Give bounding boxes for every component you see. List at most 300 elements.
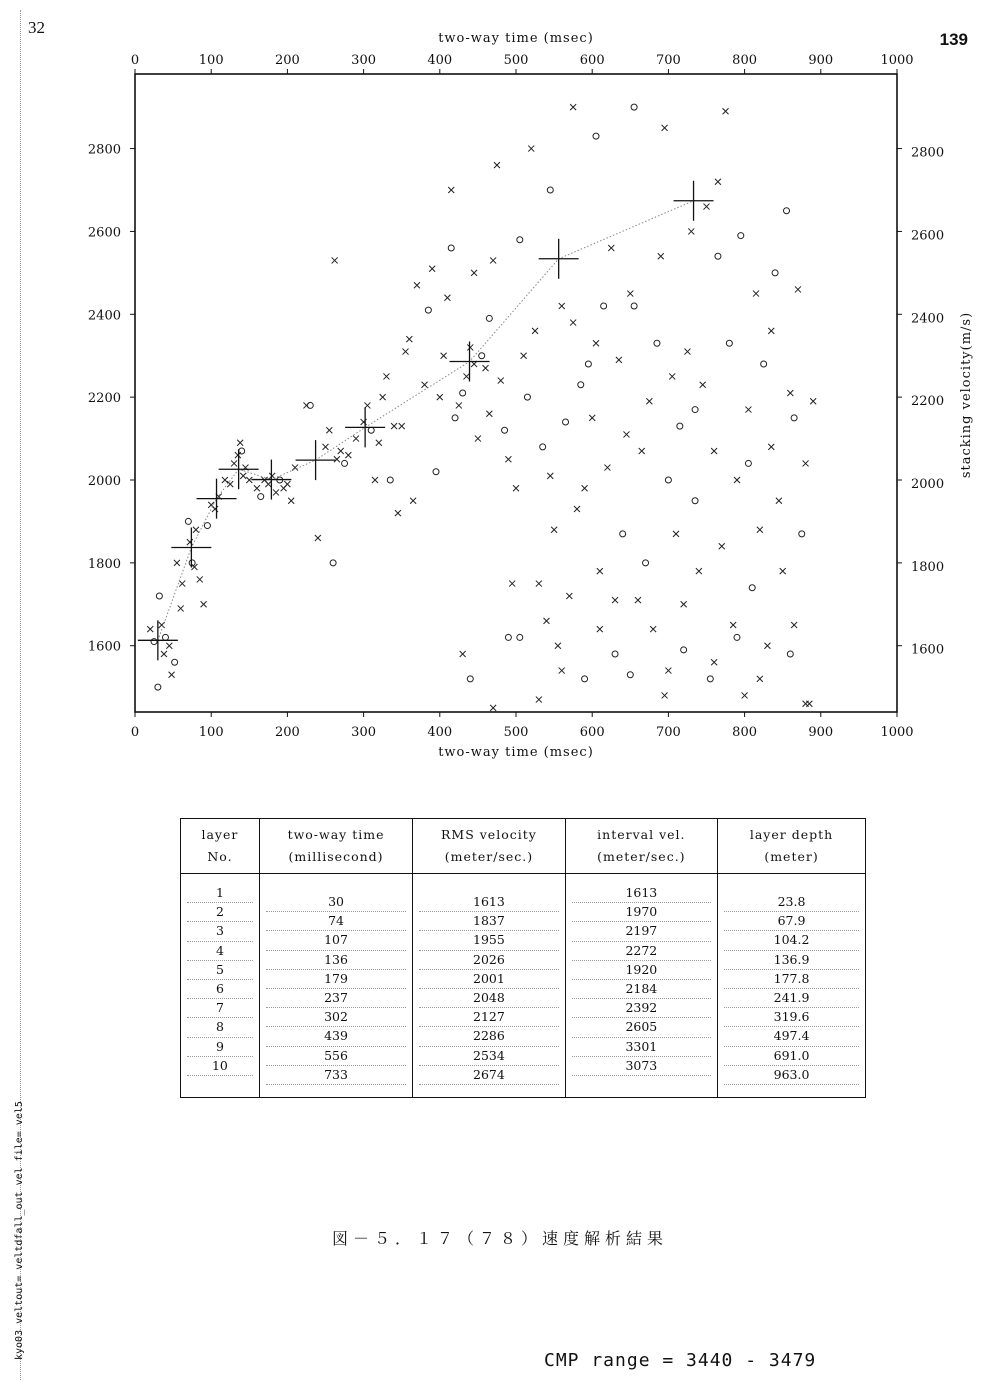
point-cross <box>757 527 763 533</box>
point-circle <box>734 634 740 640</box>
x-tick-label-bottom: 500 <box>503 725 529 740</box>
point-cross <box>383 373 389 379</box>
x-tick-label-bottom: 1000 <box>880 725 914 740</box>
point-cross <box>174 560 180 566</box>
point-cross <box>422 382 428 388</box>
column-rms-velocity <box>413 874 565 1098</box>
point-cross <box>612 597 618 603</box>
interval-vel-cell: 3301 <box>572 1038 711 1057</box>
header-two-way-time: two-way time (millisecond) <box>259 819 412 874</box>
y-tick-label-right: 2800 <box>911 145 945 161</box>
point-cross <box>635 597 641 603</box>
point-cross <box>639 448 645 454</box>
point-cross <box>745 407 751 413</box>
point-cross <box>555 643 561 649</box>
layer-depth-cell: 963.0 <box>724 1066 859 1085</box>
point-circle <box>582 676 588 682</box>
layer-depth-cell: 497.4 <box>724 1027 859 1046</box>
picked-velocity-marker <box>251 460 291 500</box>
x-tick-label-top: 600 <box>579 53 605 68</box>
y-tick-label-left: 1800 <box>87 556 121 572</box>
layer-no-cell: 6 <box>187 980 253 999</box>
interval-vel-cell: 1970 <box>572 903 711 922</box>
interval-vel-cell: 2197 <box>572 922 711 941</box>
point-cross <box>490 705 496 711</box>
point-circle <box>162 634 168 640</box>
y-tick-label-left: 1600 <box>87 639 121 655</box>
interval-vel-cell: 2184 <box>572 980 711 999</box>
picked-velocity-marker <box>539 239 579 279</box>
cmp-range: CMP range = 3440 - 3479 <box>544 1350 817 1371</box>
point-cross <box>315 535 321 541</box>
point-circle <box>204 523 210 529</box>
column-interval-vel <box>565 874 717 1098</box>
point-circle <box>156 593 162 599</box>
point-cross <box>391 423 397 429</box>
x-tick-label-top: 300 <box>351 53 377 68</box>
point-circle <box>681 647 687 653</box>
semblance-points <box>147 104 816 711</box>
point-cross <box>494 162 500 168</box>
point-cross <box>711 448 717 454</box>
point-circle <box>601 303 607 309</box>
two-way-time-cell: 136 <box>266 951 406 970</box>
rms-velocity-cell: 2674 <box>419 1066 558 1085</box>
point-cross <box>570 320 576 326</box>
point-cross <box>593 340 599 346</box>
point-cross <box>597 568 603 574</box>
x-tick-label-bottom: 900 <box>808 725 834 740</box>
point-circle <box>654 340 660 346</box>
point-cross <box>673 531 679 537</box>
point-circle <box>524 394 530 400</box>
x-axis-title-bottom: two-way time (msec) <box>438 745 594 760</box>
two-way-time-cell: 107 <box>266 931 406 950</box>
point-cross <box>559 668 565 674</box>
point-cross <box>768 328 774 334</box>
point-cross <box>467 344 473 350</box>
point-cross <box>237 440 243 446</box>
point-cross <box>570 104 576 110</box>
point-cross <box>323 444 329 450</box>
y-axis-right <box>897 146 944 658</box>
rms-velocity-cell: 2001 <box>419 970 558 989</box>
point-cross <box>406 336 412 342</box>
point-cross <box>231 460 237 466</box>
x-tick-label-bottom: 100 <box>198 725 224 740</box>
point-cross <box>566 593 572 599</box>
header-layer-depth: layer depth (meter) <box>718 819 866 874</box>
point-cross <box>723 108 729 114</box>
x-tick-label-bottom: 0 <box>130 725 140 740</box>
point-circle <box>563 419 569 425</box>
layer-no-cell: 2 <box>187 903 253 922</box>
point-cross <box>448 187 454 193</box>
picked-velocity-marker <box>345 407 385 447</box>
rms-velocity-cell: 2048 <box>419 989 558 1008</box>
x-tick-label-top: 400 <box>427 53 453 68</box>
point-cross <box>483 365 489 371</box>
layer-no-cell: 5 <box>187 961 253 980</box>
point-cross <box>265 481 271 487</box>
point-cross <box>429 266 435 272</box>
point-circle <box>155 684 161 690</box>
x-tick-label-bottom: 400 <box>427 725 453 740</box>
two-way-time-cell: 74 <box>266 912 406 931</box>
point-cross <box>768 444 774 450</box>
y-tick-label-right: 1800 <box>911 559 945 575</box>
point-cross <box>753 291 759 297</box>
point-cross <box>658 253 664 259</box>
point-cross <box>437 394 443 400</box>
y-tick-label-left: 2000 <box>87 474 121 489</box>
point-cross <box>780 568 786 574</box>
point-cross <box>460 651 466 657</box>
point-cross <box>711 659 717 665</box>
point-cross <box>475 436 481 442</box>
point-cross <box>193 527 199 533</box>
point-cross <box>795 286 801 292</box>
point-cross <box>623 431 629 437</box>
point-cross <box>715 179 721 185</box>
page-number-right: 139 <box>939 30 968 49</box>
point-circle <box>433 469 439 475</box>
point-circle <box>665 477 671 483</box>
layer-depth-cell: 319.6 <box>724 1008 859 1027</box>
point-cross <box>178 605 184 611</box>
point-cross <box>292 465 298 471</box>
point-circle <box>467 676 473 682</box>
point-cross <box>810 398 816 404</box>
point-cross <box>334 456 340 462</box>
interval-vel-cell: 3073 <box>572 1057 711 1076</box>
point-circle <box>460 390 466 396</box>
point-cross <box>395 510 401 516</box>
point-cross <box>288 498 294 504</box>
column-two-way-time <box>259 874 412 1098</box>
point-circle <box>151 639 157 645</box>
point-circle <box>585 361 591 367</box>
y-tick-label-right: 2400 <box>911 311 945 327</box>
point-circle <box>307 402 313 408</box>
x-tick-label-top: 100 <box>198 53 224 68</box>
point-cross <box>338 448 344 454</box>
point-circle <box>486 315 492 321</box>
rms-velocity-cell: 2286 <box>419 1027 558 1046</box>
point-cross <box>332 257 338 263</box>
layer-no-cell: 8 <box>187 1018 253 1037</box>
point-circle <box>239 448 245 454</box>
point-circle <box>791 415 797 421</box>
point-circle <box>772 270 778 276</box>
point-cross <box>463 373 469 379</box>
point-cross <box>547 473 553 479</box>
point-circle <box>726 340 732 346</box>
point-circle <box>631 104 637 110</box>
two-way-time-cell: 302 <box>266 1008 406 1027</box>
point-cross <box>684 349 690 355</box>
plot-frame <box>135 74 897 712</box>
x-axis-bottom <box>131 712 914 740</box>
y-tick-label-right: 1600 <box>911 642 945 658</box>
interval-vel-cell: 1920 <box>572 961 711 980</box>
y-tick-label-left: 2800 <box>87 142 121 158</box>
two-way-time-cell: 439 <box>266 1027 406 1046</box>
header-interval-vel: interval vel. (meter/sec.) <box>565 819 717 874</box>
picked-velocity-marker <box>219 449 259 489</box>
page-number-left: 32 <box>28 18 45 37</box>
point-circle <box>448 245 454 251</box>
point-circle <box>330 560 336 566</box>
two-way-time-cell: 733 <box>266 1066 406 1085</box>
layer-depth-cell: 104.2 <box>724 931 859 950</box>
point-cross <box>665 668 671 674</box>
interval-vel-cell: 2392 <box>572 999 711 1018</box>
two-way-time-cell: 30 <box>266 893 406 912</box>
picked-velocity-marker <box>674 181 714 221</box>
point-cross <box>536 697 542 703</box>
layer-depth-cell: 67.9 <box>724 912 859 931</box>
layer-depth-cell: 136.9 <box>724 951 859 970</box>
point-cross <box>179 581 185 587</box>
point-circle <box>692 498 698 504</box>
layer-no-cell: 9 <box>187 1038 253 1057</box>
x-tick-label-bottom: 200 <box>274 725 300 740</box>
point-circle <box>715 253 721 259</box>
point-cross <box>521 353 527 359</box>
x-tick-label-bottom: 300 <box>351 725 377 740</box>
two-way-time-cell: 556 <box>266 1047 406 1066</box>
layer-no-cell: 7 <box>187 999 253 1018</box>
point-cross <box>528 146 534 152</box>
figure-caption: 図－５．１７（７８）速度解析結果 <box>331 1229 668 1248</box>
interval-vel-cell: 2605 <box>572 1018 711 1037</box>
point-circle <box>479 353 485 359</box>
point-cross <box>574 506 580 512</box>
point-cross <box>662 125 668 131</box>
point-cross <box>719 543 725 549</box>
point-circle <box>172 659 178 665</box>
picked-velocity-marker <box>138 620 178 660</box>
rms-velocity-cell: 2127 <box>419 1008 558 1027</box>
layer-no-cell: 3 <box>187 922 253 941</box>
point-cross <box>380 394 386 400</box>
point-circle <box>787 651 793 657</box>
point-cross <box>764 643 770 649</box>
point-cross <box>589 415 595 421</box>
layer-depth-cell: 23.8 <box>724 893 859 912</box>
layer-no-cell: 4 <box>187 942 253 961</box>
point-cross <box>803 460 809 466</box>
point-cross <box>776 498 782 504</box>
point-cross <box>688 228 694 234</box>
point-cross <box>582 485 588 491</box>
point-circle <box>738 233 744 239</box>
rms-velocity-cell: 2026 <box>419 951 558 970</box>
point-circle <box>517 237 523 243</box>
x-tick-label-top: 700 <box>655 53 681 68</box>
interval-vel-cell: 1613 <box>572 884 711 903</box>
point-cross <box>227 481 233 487</box>
point-cross <box>410 498 416 504</box>
side-note: kyo03 veltout= veltdfall_out vel file= vel5 <box>14 1101 25 1360</box>
point-circle <box>745 460 751 466</box>
point-cross <box>559 303 565 309</box>
point-cross <box>376 440 382 446</box>
point-cross <box>414 282 420 288</box>
point-cross <box>742 692 748 698</box>
point-cross <box>696 568 702 574</box>
layer-depth-cell: 177.8 <box>724 970 859 989</box>
picked-velocity-series <box>138 181 714 661</box>
y-tick-label-left: 2600 <box>87 225 121 241</box>
point-circle <box>631 303 637 309</box>
point-cross <box>326 427 332 433</box>
point-cross <box>669 373 675 379</box>
x-tick-label-top: 200 <box>274 53 300 68</box>
point-circle <box>452 415 458 421</box>
point-circle <box>692 407 698 413</box>
point-cross <box>456 402 462 408</box>
point-circle <box>627 672 633 678</box>
point-cross <box>791 622 797 628</box>
point-cross <box>787 390 793 396</box>
point-circle <box>342 460 348 466</box>
point-cross <box>700 382 706 388</box>
point-circle <box>707 676 713 682</box>
y-tick-label-left: 2200 <box>87 391 121 407</box>
results-table <box>180 818 866 1098</box>
point-circle <box>749 585 755 591</box>
point-cross <box>662 692 668 698</box>
point-cross <box>284 481 290 487</box>
x-tick-label-bottom: 800 <box>732 725 758 740</box>
point-cross <box>372 477 378 483</box>
table-body-row <box>181 874 866 1098</box>
point-circle <box>784 208 790 214</box>
point-cross <box>509 581 515 587</box>
point-cross <box>604 465 610 471</box>
point-cross <box>222 477 228 483</box>
x-axis-title-top: two-way time (msec) <box>438 31 594 46</box>
point-cross <box>734 477 740 483</box>
point-cross <box>254 485 260 491</box>
picked-velocity-marker <box>450 342 490 382</box>
point-circle <box>517 634 523 640</box>
point-cross <box>345 452 351 458</box>
y-tick-label-right: 2000 <box>911 477 945 492</box>
point-cross <box>650 626 656 632</box>
x-tick-label-top: 1000 <box>880 53 914 68</box>
point-circle <box>540 444 546 450</box>
x-tick-label-bottom: 700 <box>655 725 681 740</box>
point-cross <box>532 328 538 334</box>
x-axis-top <box>131 53 914 74</box>
x-tick-label-top: 800 <box>732 53 758 68</box>
rms-velocity-cell: 1837 <box>419 912 558 931</box>
point-cross <box>551 527 557 533</box>
point-cross <box>627 291 633 297</box>
point-cross <box>757 676 763 682</box>
rms-velocity-cell: 1955 <box>419 931 558 950</box>
point-cross <box>403 349 409 355</box>
point-cross <box>353 436 359 442</box>
point-cross <box>273 489 279 495</box>
picked-velocity-marker <box>171 528 211 568</box>
point-cross <box>444 295 450 301</box>
point-circle <box>620 531 626 537</box>
point-circle <box>612 651 618 657</box>
x-tick-label-top: 900 <box>808 53 834 68</box>
picked-velocity-marker <box>296 440 336 480</box>
two-way-time-cell: 179 <box>266 970 406 989</box>
point-cross <box>513 485 519 491</box>
column-layer-depth <box>718 874 866 1098</box>
point-cross <box>505 456 511 462</box>
point-circle <box>258 494 264 500</box>
y-tick-label-right: 2600 <box>911 228 945 244</box>
x-tick-label-top: 500 <box>503 53 529 68</box>
point-circle <box>677 423 683 429</box>
x-tick-label-top: 0 <box>130 53 140 68</box>
point-circle <box>505 634 511 640</box>
x-tick-label-bottom: 600 <box>579 725 605 740</box>
column-layer-no <box>181 874 260 1098</box>
point-circle <box>185 518 191 524</box>
layer-depth-cell: 691.0 <box>724 1047 859 1066</box>
two-way-time-cell: 237 <box>266 989 406 1008</box>
point-circle <box>578 382 584 388</box>
point-cross <box>543 618 549 624</box>
point-cross <box>498 378 504 384</box>
point-cross <box>441 353 447 359</box>
point-circle <box>547 187 553 193</box>
point-cross <box>201 601 207 607</box>
point-cross <box>147 626 153 632</box>
point-cross <box>704 204 710 210</box>
layer-no-cell: 1 <box>187 884 253 903</box>
rms-velocity-cell: 2534 <box>419 1047 558 1066</box>
point-cross <box>197 576 203 582</box>
point-cross <box>597 626 603 632</box>
picked-velocity-line <box>158 201 694 641</box>
layer-no-cell: 10 <box>187 1057 253 1076</box>
point-circle <box>799 531 805 537</box>
point-circle <box>643 560 649 566</box>
point-cross <box>490 257 496 263</box>
point-cross <box>486 411 492 417</box>
header-rms-velocity: RMS velocity (meter/sec.) <box>413 819 565 874</box>
rms-velocity-cell: 1613 <box>419 893 558 912</box>
y-axis-title-right: stacking velocity(m/s) <box>959 311 974 479</box>
point-circle <box>425 307 431 313</box>
point-cross <box>681 601 687 607</box>
point-cross <box>608 245 614 251</box>
point-cross <box>471 270 477 276</box>
header-layer-no: layer No. <box>181 819 260 874</box>
point-cross <box>730 622 736 628</box>
point-cross <box>399 423 405 429</box>
point-circle <box>593 133 599 139</box>
point-cross <box>803 701 809 707</box>
point-cross <box>616 357 622 363</box>
point-cross <box>169 672 175 678</box>
plot-frame-rect <box>135 74 897 712</box>
point-cross <box>646 398 652 404</box>
y-axis-left <box>88 143 135 655</box>
y-tick-label-right: 2200 <box>911 394 945 410</box>
point-circle <box>368 427 374 433</box>
